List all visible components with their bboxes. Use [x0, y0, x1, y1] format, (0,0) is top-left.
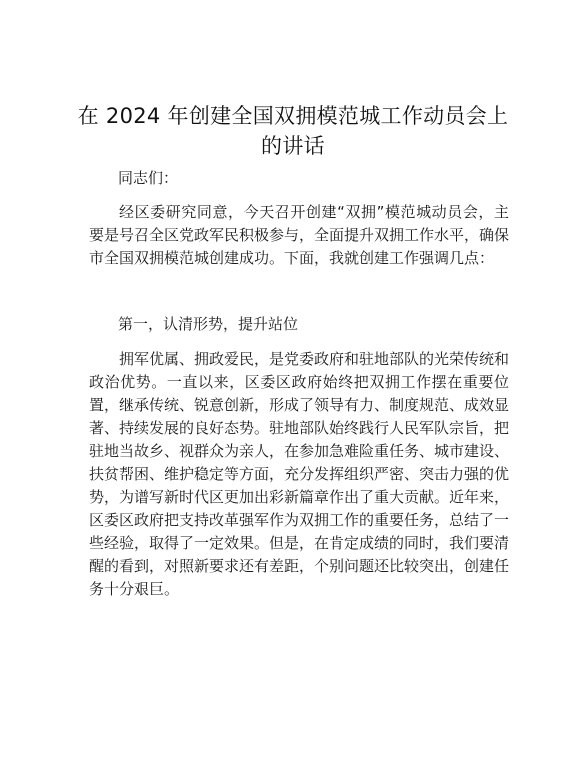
section-heading-1: 第一，认清形势，提升站位	[118, 315, 299, 333]
paragraph-situation: 拥军优属、拥政爱民，是党委政府和驻地部队的光荣传统和政治优势。一直以来，区委区政府始终把双拥工作摆在重要位置，继承传统、锐意创新，形成了领导有力、制度规范、成效显著、持续发展的良好态势。驻地部队始终践行人民军队宗旨，把驻地当故乡、视群众为亲人，在参加急难险重任务、城市建设、扶贫帮困、维护稳定等方面，充分发挥组织严密、突击力强的优势，为谱写新时代区更加出彩新篇章作出了重大贡献。近年来，区委区政府把支持改革强军作为双拥工作的重要任务，总结了一些经验，取得了一定效果。但是，在肯定成绩的同时，我们要清醒的看到，对照新要求还有差距，个别问题还比较突出，创建任务十分艰巨。	[89, 350, 510, 598]
paragraph-intro: 经区委研究同意，今天召开创建“双拥”模范城动员会，主要是号召全区党政军民积极参与，全面提升双拥工作水平，确保市全国双拥模范城创建成功。下面，我就创建工作强调几点：	[89, 203, 510, 267]
document-title: 在 2024 年创建全国双拥模范城工作动员会上的讲话	[77, 104, 509, 158]
salutation: 同志们：	[118, 169, 179, 187]
